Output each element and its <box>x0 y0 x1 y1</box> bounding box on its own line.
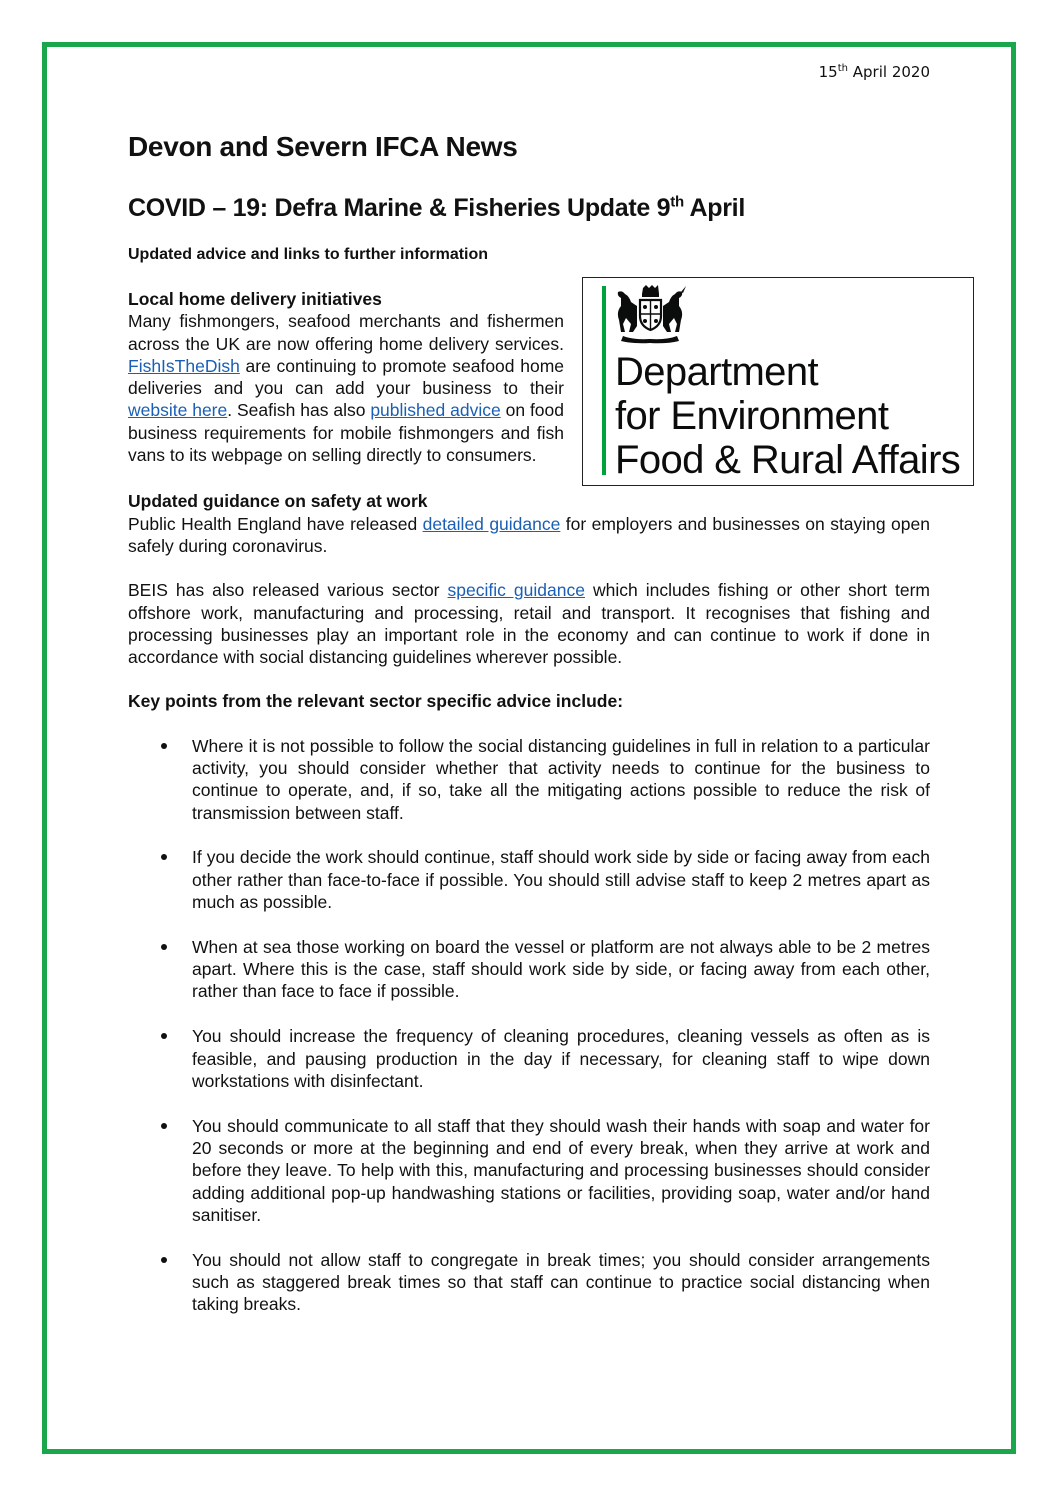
detailed-guidance-link[interactable]: detailed guidance <box>422 513 561 534</box>
intro-heading: Updated advice and links to further information <box>128 246 489 263</box>
logo-line-2: for Environment <box>615 394 889 438</box>
fishisthedish-link[interactable]: FishIsTheDish <box>128 355 240 376</box>
list-item: You should not allow staff to congregate in break times; you should consider arrangements such as staggered break times so that staff can continue to practice social distancing when taking breaks. <box>128 1249 930 1316</box>
website-here-link[interactable]: website here <box>128 400 228 421</box>
document-content <box>128 62 961 1338</box>
delivery-paragraph: Many fishmongers, seafood merchants and fishermen across the UK are now offering home delivery services. FishIsTheDish are continuing to promote seafood home deliveries and you can add your business to their website here. Seafish has also published advice on food business requirements for mobile fishmongers and fish vans to its webpage on selling directly to consumers. <box>128 311 565 466</box>
safety-paragraph-1: Public Health England have released detailed guidance for employers and businesses on staying open safely during coronavirus. <box>128 513 930 556</box>
logo-wordmark <box>615 350 960 482</box>
delivery-text-column <box>128 288 564 466</box>
specific-guidance-link[interactable]: specific guidance <box>447 580 585 601</box>
logo-line-1: Department <box>615 350 818 394</box>
delivery-heading: Local home delivery initiatives <box>128 289 382 309</box>
document-date: 15th April 2020 <box>818 63 930 81</box>
list-item: You should increase the frequency of cleaning procedures, cleaning vessels as often as is feasible, and pausing production in the day if necessary, for cleaning staff to wipe down workstations with disinfectant. <box>128 1025 930 1092</box>
key-points-heading: Key points from the relevant sector specific advice include: <box>128 691 624 712</box>
bullet-icon <box>161 743 167 749</box>
list-item: If you decide the work should continue, staff should work side by side or facing away from each other rather than face-to-face if possible. You should still advise staff to keep 2 metres apart as much as possible. <box>128 846 930 913</box>
bullet-icon <box>161 854 167 860</box>
delivery-section <box>128 288 961 482</box>
article-title: COVID – 19: Defra Marine & Fisheries Update 9th April <box>128 193 745 222</box>
key-points-list <box>128 735 930 1316</box>
published-advice-link[interactable]: published advice <box>370 400 501 421</box>
safety-heading: Updated guidance on safety at work <box>128 491 428 512</box>
logo-green-bar <box>602 286 606 475</box>
defra-logo <box>582 277 974 486</box>
list-item: You should communicate to all staff that they should wash their hands with soap and water for 20 seconds or more at the beginning and end of every break, when they arrive at work and before they leave. To help with this, manufacturing and processing businesses should consider adding additional pop-up handwashing stations or facilities, providing soap, water and/or hand sanitiser. <box>128 1115 930 1226</box>
bullet-icon <box>161 1257 167 1263</box>
safety-paragraph-2: BEIS has also released various sector specific guidance which includes fishing or other short term offshore work, manufacturing and processing, retail and transport. It recognises that fishing and processing businesses play an important role in the economy and can continue to work if done in accordance with social distancing guidelines wherever possible. <box>128 580 931 668</box>
royal-crest-icon <box>613 284 687 344</box>
list-item: Where it is not possible to follow the social distancing guidelines in full in relation to a particular activity, you should consider whether that activity needs to continue for the business to continue to operate, and, if so, take all the mitigating actions possible to reduce the risk of transmission between staff. <box>128 735 930 824</box>
bullet-icon <box>161 1033 167 1039</box>
bullet-icon <box>161 1123 167 1129</box>
list-item: When at sea those working on board the vessel or platform are not always able to be 2 metres apart. Where this is the case, staff should work side by side, or facing away from each other, rather than face to face if possible. <box>128 936 930 1003</box>
logo-line-3: Food & Rural Affairs <box>615 438 961 482</box>
newsletter-title: Devon and Severn IFCA News <box>128 131 518 162</box>
bullet-icon <box>161 944 167 950</box>
